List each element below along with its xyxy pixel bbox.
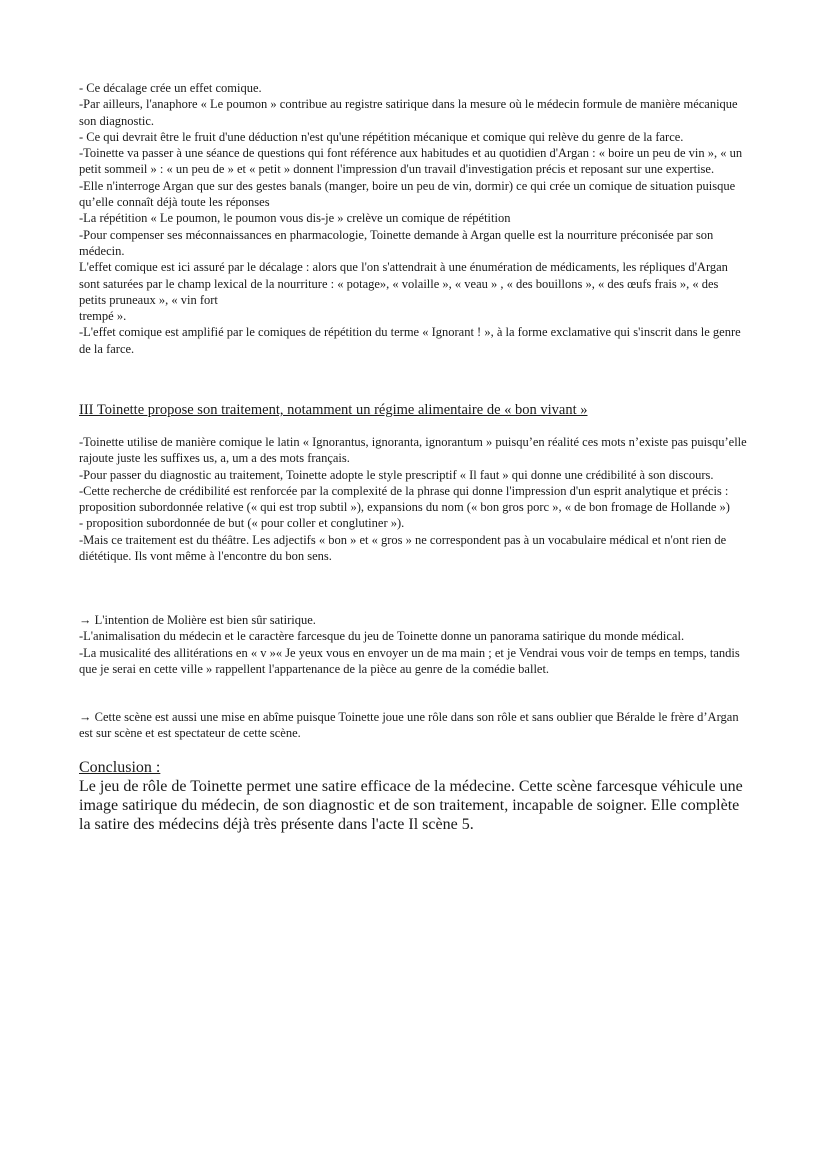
- paragraph: -Toinette utilise de manière comique le latin « Ignorantus, ignoranta, ignorantum » puisqu’en réalité ces mots n’existe pas puisqu’elle rajoute juste les suffixes us, a, um a des mots français.: [79, 435, 747, 466]
- paragraph: -Mais ce traitement est du théâtre. Les adjectifs « bon » et « gros » ne correspondent pas à un vocabulaire médical et n'ont rien de diététique. Ils vont même à l'encontre du bon sens.: [79, 532, 727, 564]
- conclusion-text: Le jeu de rôle de Toinette permet une satire efficace de la médecine. Cette scène farcesque véhicule une image satirique du médecin, de son diagnostic et de son traitement, incapable de soigner. Elle complète la satire des médecins déjà très présente dans l'acte Il scène 5.: [79, 778, 743, 834]
- paragraph: -Pour compenser ses méconnaissances en pharmacologie, Toinette demande à Argan quelle est la nourriture préconisée par son médecin.: [79, 227, 714, 258]
- paragraph: - Ce qui devrait être le fruit d'une déduction n'est qu'une répétition mécanique et comique qui relève du genre de la farce.: [79, 129, 684, 144]
- paragraph: - proposition subordonnée de but (« pour coller et conglutiner »).: [79, 516, 405, 531]
- paragraph: -Pour passer du diagnostic au traitement, Toinette adopte le style prescriptif « Il faut » qui donne une crédibilité à son discours.: [79, 467, 714, 482]
- paragraph: -L'animalisation du médecin et le caractère farcesque du jeu de Toinette donne un panorama satirique du monde médical.: [79, 629, 685, 644]
- analysis-section-2: [79, 80, 747, 357]
- satire-intent-section: [79, 612, 747, 677]
- analysis-section-3: [79, 434, 747, 564]
- paragraph: -Cette recherche de crédibilité est renforcée par la complexité de la phrase qui donne l'impression d'un esprit analytique et précis : proposition subordonnée relative (« qui est trop subtil »), expansions du nom (« bon gros porc », « de bon fromage de Hollande »): [79, 483, 730, 515]
- paragraph: -La musicalité des allitérations en « v »« Je yeux vous en envoyer un de ma main ; et je Vendrai vous voir de temps en temps, tandis que je serai en cette ville » rappellent l'appartenance de la pièce au genre de la comédie ballet.: [79, 645, 740, 676]
- paragraph: -La répétition « Le poumon, le poumon vous dis-je » crelève un comique de répétition: [79, 211, 511, 226]
- paragraph: -Par ailleurs, l'anaphore « Le poumon » contribue au registre satirique dans la mesure où le médecin formule de manière mécanique son diagnostic.: [79, 97, 738, 128]
- paragraph: -Toinette va passer à une séance de questions qui font référence aux habitudes et au quotidien d'Argan : « boire un peu de vin », « un petit sommeil » : « un peu de » et « petit » donnent l'impression d'un travail d'investigation précis et reposant sur une expertise.: [79, 146, 743, 177]
- conclusion-title: Conclusion :: [79, 759, 161, 776]
- paragraph: - Ce décalage crée un effet comique.: [79, 81, 262, 95]
- paragraph: -L'effet comique est amplifié par le comiques de répétition du terme « Ignorant ! », à la forme exclamative qui s'inscrit dans le genre de la farce.: [79, 325, 741, 356]
- mise-en-abime-section: [79, 709, 747, 742]
- paragraph: L'effet comique est ici assuré par le décalage : alors que l'on s'attendrait à une énumération de médicaments, les répliques d'Argan sont saturées par le champ lexical de la nourriture : « potage», « volaille », « veau » , « des bouillons », « des œufs frais », « des petits pruneaux », « vin fort: [79, 260, 728, 307]
- section-heading: III Toinette propose son traitement, notamment un régime alimentaire de « bon vivant »: [79, 402, 588, 418]
- paragraph: → L'intention de Molière est bien sûr satirique.: [79, 613, 316, 627]
- paragraph: trempé ».: [79, 309, 127, 324]
- paragraph: → Cette scène est aussi une mise en abîme puisque Toinette joue une rôle dans son rôle et sans oublier que Béralde le frère d’Argan est sur scène et est spectateur de cette scène.: [79, 710, 739, 741]
- paragraph: -Elle n'interroge Argan que sur des gestes banals (manger, boire un peu de vin, dormir) ce qui crée un comique de situation puisque qu’elle connaît déjà toute les réponses: [79, 178, 736, 210]
